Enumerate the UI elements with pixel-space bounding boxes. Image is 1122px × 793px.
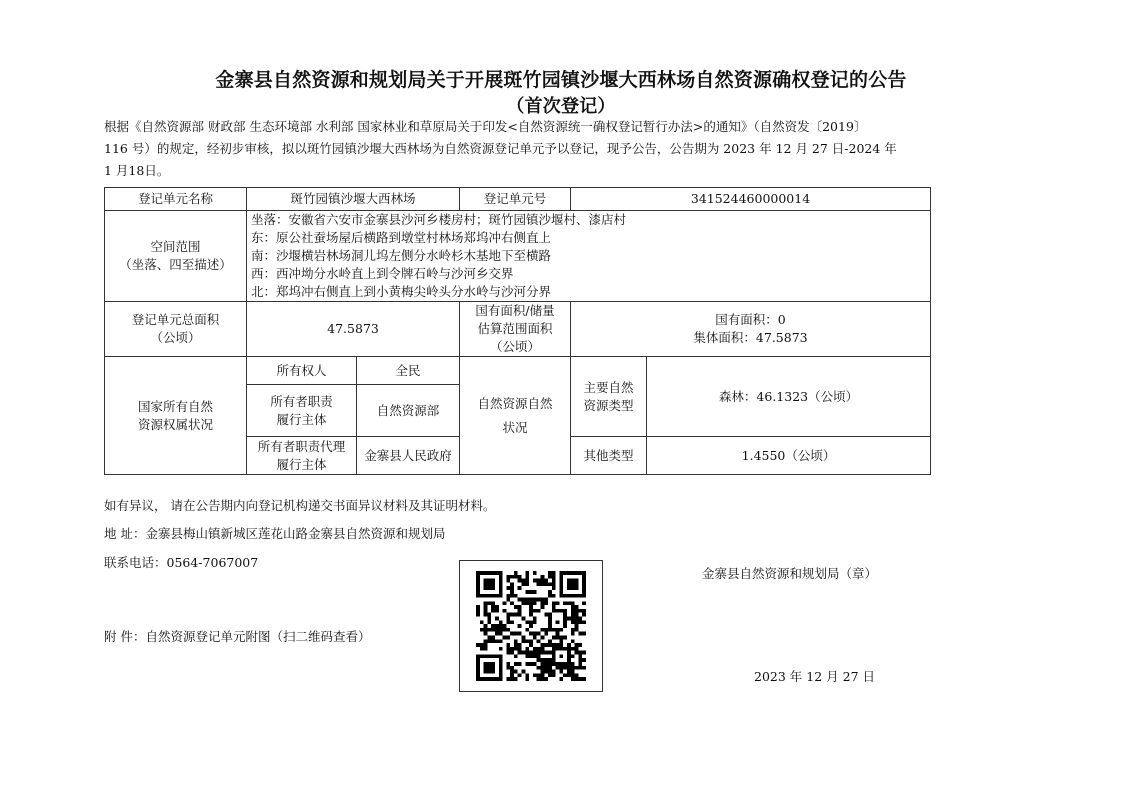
ownership-label-line-2: 资源权属状况 [137,416,213,432]
notice-title: 金寨县自然资源和规划局关于开展斑竹园镇沙堰大西林场自然资源确权登记的公告 [215,69,907,91]
scope-label-line-2: （坐落、四至描述） [119,257,232,272]
main-type-label-line-2: 资源类型 [583,397,634,413]
unit-code-label: 登记单元号 [460,188,571,211]
total-area-label [105,302,247,357]
address-line: 地 址：金寨县梅山镇新城区莲花山路金寨县自然资源和规划局 [104,526,446,541]
registration-table [104,187,931,475]
state-area-label-line-3: （公顷） [490,339,541,354]
scope-value [247,211,931,302]
main-type-label-line-1: 主要自然 [583,379,634,395]
duty-label-line-2: 履行主体 [276,411,327,427]
total-area-value: 47.5873 [247,302,460,357]
agent-label [247,437,357,475]
state-area-value [571,302,931,357]
duty-value: 自然资源部 [357,385,460,437]
scope-label-line-1: 空间范围 [150,239,201,254]
other-type-label: 其他类型 [571,437,647,475]
main-type-value: 森林：46.1323（公顷） [647,357,931,437]
main-type-label [571,357,647,437]
total-area-label-line-1: 登记单元总面积 [131,312,220,327]
intro-line-3: 1 月18日。 [104,163,170,178]
scope-location: 坐落：安徽省六安市金寨县沙河乡楼房村；斑竹园镇沙堰村、漆店村 [251,212,627,227]
state-area-label-line-2: 估算范围面积 [477,321,553,336]
intro-paragraph [104,116,962,182]
ownership-label-line-1: 国家所有自然 [137,398,213,414]
objection-note: 如有异议， 请在公告期内向登记机构递交书面异议材料及其证明材料。 [104,498,496,513]
agent-label-line-1: 所有者职责代理 [257,438,346,454]
notice-subtitle: （首次登记） [506,96,616,117]
state-area-collective: 集体面积：47.5873 [693,330,808,345]
duty-label-line-1: 所有者职责 [270,393,333,409]
table-row [105,302,931,357]
unit-name-value: 斑竹园镇沙堰大西林场 [247,188,460,211]
owner-label: 所有权人 [247,357,357,385]
scope-south: 南：沙堰横岩林场洞儿坞左侧分水岭杉木基地下至横路 [251,248,552,263]
ownership-label [105,357,247,475]
table-row [105,188,931,211]
other-type-value: 1.4550（公顷） [647,437,931,475]
state-area-label [460,302,571,357]
owner-value: 全民 [357,357,460,385]
scope-west: 西：西冲坳分水岭直上到令牌石岭与沙河乡交界 [251,266,514,281]
agent-value: 金寨县人民政府 [357,437,460,475]
duty-label [247,385,357,437]
intro-line-1: 根据《自然资源部 财政部 生态环境部 水利部 国家林业和草原局关于印发<自然资源统一确权登记暂行办法>的通知》（自然资发〔2019〕 [104,119,867,134]
total-area-label-line-2: （公顷） [150,330,201,345]
scope-label [105,211,247,302]
qr-code-icon[interactable] [475,571,587,681]
intro-line-2: 116 号）的规定，经初步审核，拟以斑竹园镇沙堰大西林场为自然资源登记单元予以登记，现予公告，公告期为 2023 年 12 月 27 日-2024 年 [104,141,897,156]
state-area-state: 国有面积：0 [715,312,786,327]
natural-status-label [460,357,571,475]
phone-line: 联系电话：0564-7067007 [104,555,259,570]
scope-east: 东：原公社蚕场屋后横路到墩堂村林场郑坞冲右侧直上 [251,230,552,245]
table-row [105,357,931,385]
natural-status-label-line-1: 自然资源自然 [477,395,553,411]
agent-label-line-2: 履行主体 [276,456,327,472]
unit-code-value: 341524460000014 [571,188,931,211]
natural-status-label-line-2: 状况 [502,419,528,435]
issue-date: 2023 年 12 月 27 日 [754,669,875,684]
state-area-label-line-1: 国有面积/储量 [475,303,555,318]
table-row [105,211,931,302]
scope-north: 北：郑坞冲右侧直上到小黄梅尖岭头分水岭与沙河分界 [251,284,552,299]
issuer-seal: 金寨县自然资源和规划局（章） [702,566,878,581]
qr-code-frame[interactable] [459,560,603,692]
attachment-line: 附 件：自然资源登记单元附图（扫二维码查看） [104,629,371,644]
unit-name-label: 登记单元名称 [105,188,247,211]
